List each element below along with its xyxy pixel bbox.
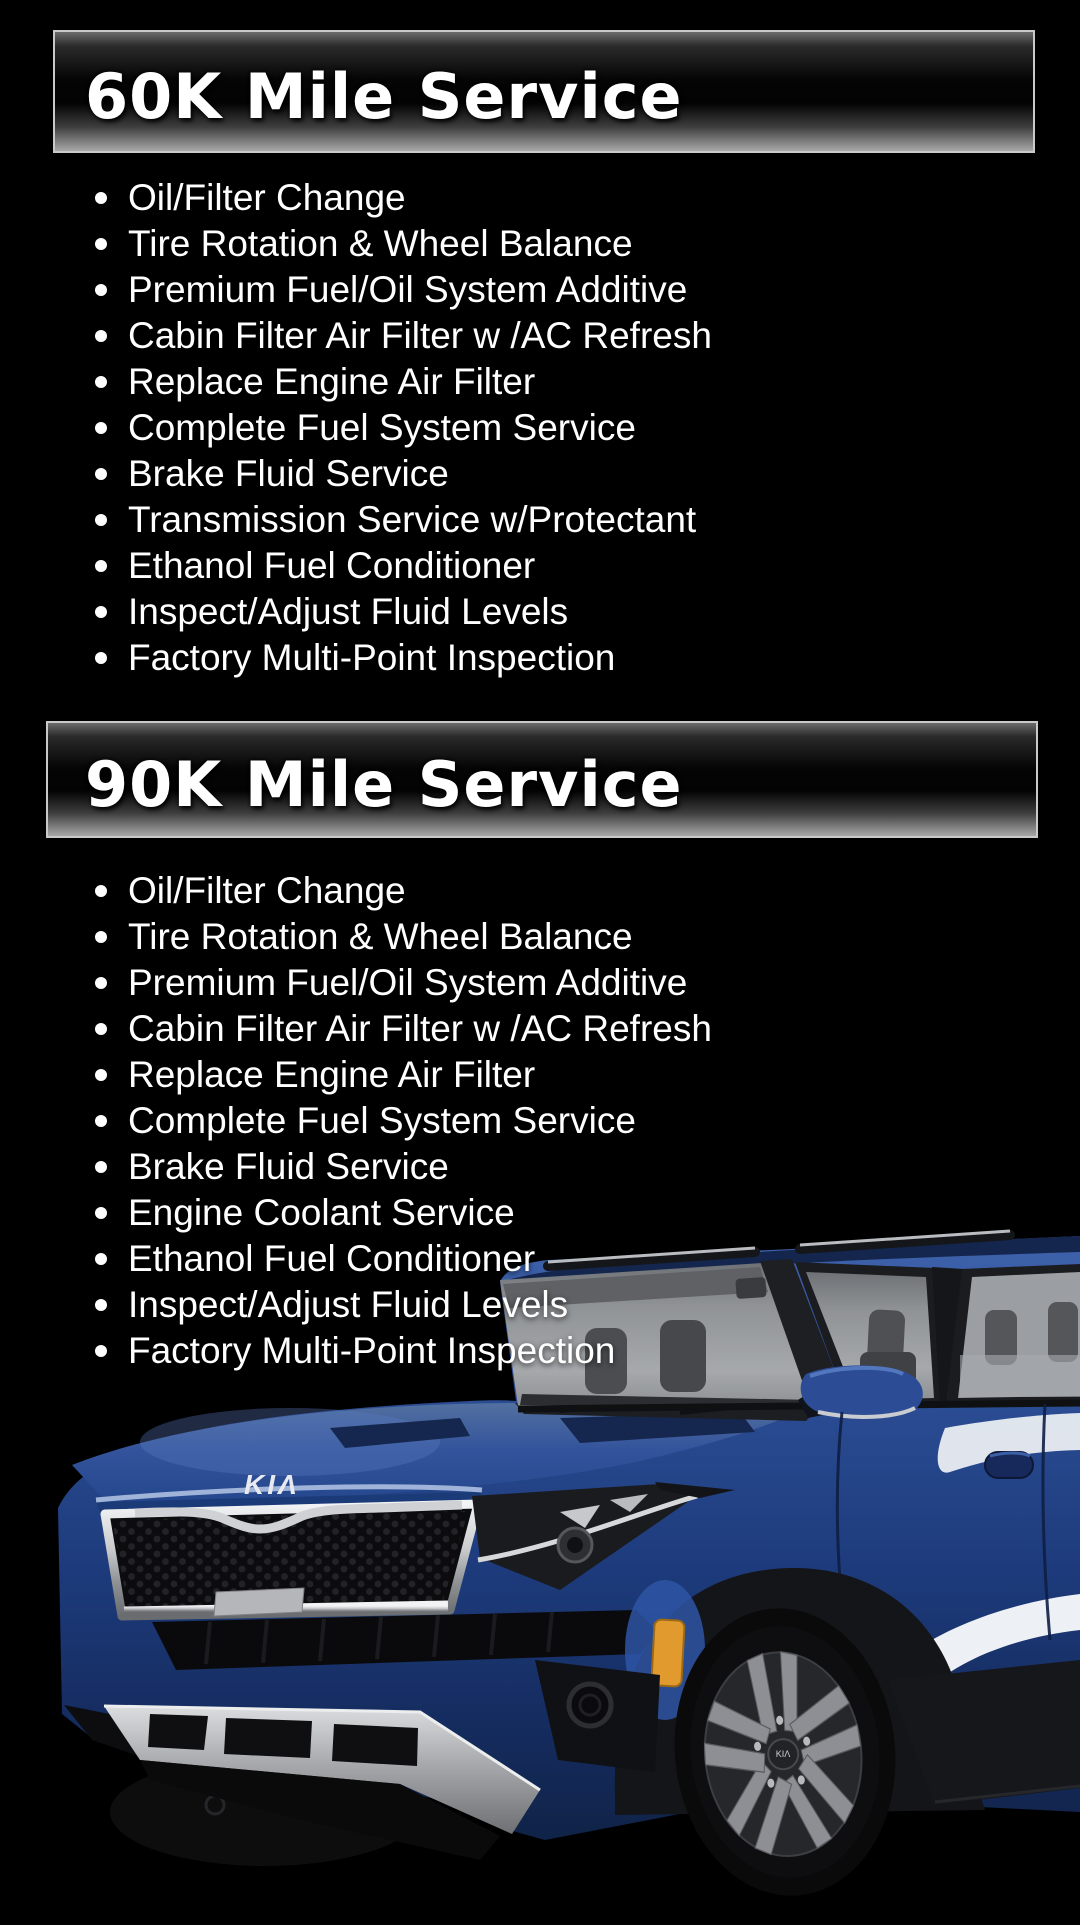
service-list-60k bbox=[95, 175, 712, 681]
service-item: Tire Rotation & Wheel Balance bbox=[95, 221, 712, 267]
grille-center-tab bbox=[214, 1588, 304, 1616]
service-item: Factory Multi-Point Inspection bbox=[95, 1328, 712, 1374]
service-item: Factory Multi-Point Inspection bbox=[95, 635, 712, 681]
service-item: Inspect/Adjust Fluid Levels bbox=[95, 1282, 712, 1328]
side-mirror bbox=[798, 1365, 923, 1419]
service-item: Ethanol Fuel Conditioner bbox=[95, 543, 712, 589]
service-item: Transmission Service w/Protectant bbox=[95, 497, 712, 543]
door-handle bbox=[985, 1452, 1033, 1478]
kia-logo: KIΛ bbox=[244, 1469, 300, 1500]
service-list-90k bbox=[95, 868, 712, 1374]
service-item: Engine Coolant Service bbox=[95, 1190, 712, 1236]
service-item: Brake Fluid Service bbox=[95, 451, 712, 497]
section-title-60k: 60K Mile Service bbox=[85, 60, 683, 133]
service-item: Oil/Filter Change bbox=[95, 868, 712, 914]
section-title-90k: 90K Mile Service bbox=[85, 748, 683, 821]
service-item: Brake Fluid Service bbox=[95, 1144, 712, 1190]
wheel-cap-logo: KIΛ bbox=[775, 1749, 791, 1759]
service-item: Inspect/Adjust Fluid Levels bbox=[95, 589, 712, 635]
service-item: Premium Fuel/Oil System Additive bbox=[95, 960, 712, 1006]
service-item: Replace Engine Air Filter bbox=[95, 359, 712, 405]
service-item: Premium Fuel/Oil System Additive bbox=[95, 267, 712, 313]
service-item: Complete Fuel System Service bbox=[95, 1098, 712, 1144]
service-item: Cabin Filter Air Filter w /AC Refresh bbox=[95, 313, 712, 359]
car-grille bbox=[105, 1504, 478, 1616]
service-item: Ethanol Fuel Conditioner bbox=[95, 1236, 712, 1282]
section-header-60k bbox=[53, 30, 1035, 153]
service-item: Complete Fuel System Service bbox=[95, 405, 712, 451]
service-item: Oil/Filter Change bbox=[95, 175, 712, 221]
section-header-90k bbox=[46, 721, 1038, 838]
service-item: Cabin Filter Air Filter w /AC Refresh bbox=[95, 1006, 712, 1052]
service-item: Tire Rotation & Wheel Balance bbox=[95, 914, 712, 960]
rear-door-window bbox=[946, 1264, 1080, 1404]
service-item: Replace Engine Air Filter bbox=[95, 1052, 712, 1098]
